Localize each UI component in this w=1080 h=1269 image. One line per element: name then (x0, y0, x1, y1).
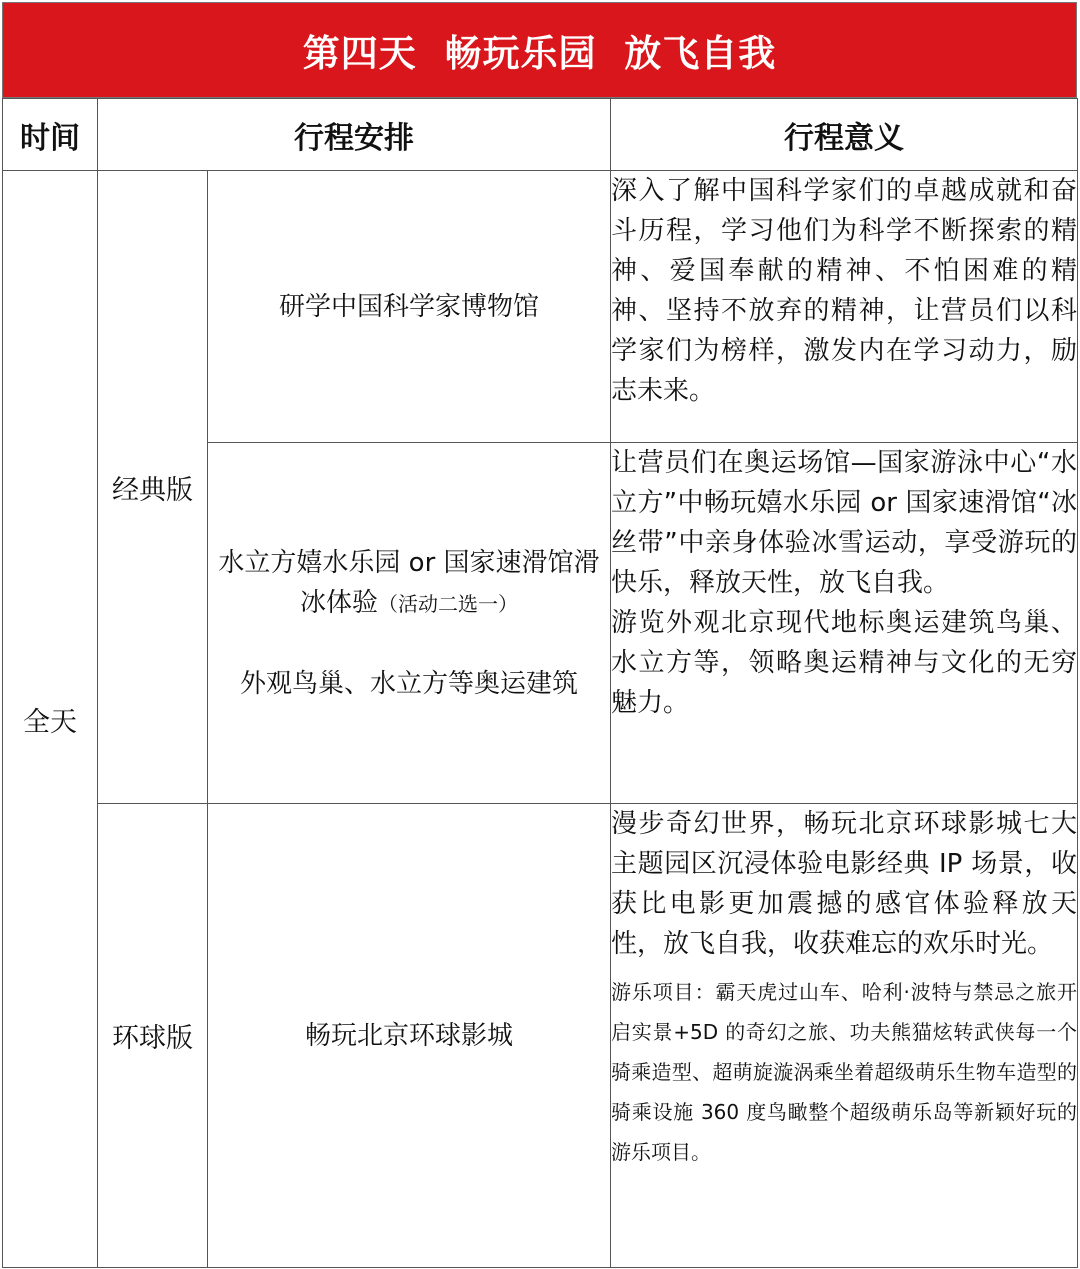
meaning-water-cube-1: 让营员们在奥运场馆—国家游泳中心“水立方”中畅玩嬉水乐园 or 国家速滑馆“冰丝带”中亲身体验冰雪运动，享受游玩的快乐，释放天性，放飞自我。 (611, 448, 1077, 598)
activity-water-cube-main (208, 543, 610, 624)
meaning-museum: 深入了解中国科学家们的卓越成就和奋斗历程，学习他们为科学不断探索的精神、爱国奉献的精神、不怕困难的精神、坚持不放弃的精神，让营员们以科学家们为榜样，激发内在学习动力，励志未来。 (611, 171, 1078, 443)
day-title: 第四天 畅玩乐园 放飞自我 (302, 32, 777, 75)
meaning-universal-text: 漫步奇幻世界，畅玩北京环球影城七大主题园区沉浸体验电影经典 IP 场景，收获比电影更加震撼的感官体验释放天性，放飞自我，收获难忘的欢乐时光。 (611, 809, 1077, 959)
header-meaning: 行程意义 (611, 99, 1078, 171)
header-time: 时间 (3, 99, 98, 171)
activity-olympic-buildings: 外观鸟巢、水立方等奥运建筑 (239, 668, 578, 699)
spacer (208, 624, 610, 664)
header-schedule: 行程安排 (98, 99, 611, 171)
time-cell: 全天 (3, 171, 98, 1268)
activity-museum: 研学中国科学家博物馆 (208, 171, 611, 443)
activity-main-text: 水立方嬉水乐园 or 国家速滑馆滑冰体验 (218, 547, 600, 618)
activity-water-cube (208, 443, 611, 804)
meaning-universal (611, 804, 1078, 1268)
activity-note: （活动二选一） (378, 591, 518, 616)
version-classic: 经典版 (98, 171, 208, 804)
universal-projects: 游乐项目：霸天虎过山车、哈利·波特与禁忌之旅开启实景+5D 的奇幻之旅、功夫熊猫炫转武侠每一个骑乘造型、超萌旋漩涡乘坐着超级萌乐生物车造型的骑乘设施 360 度鸟瞰整个超级萌乐岛等新颖好玩的游乐项目。 (611, 980, 1077, 1164)
meaning-water-cube-2: 游览外观北京现代地标奥运建筑鸟巢、水立方等，领略奥运精神与文化的无穷魅力。 (611, 608, 1077, 718)
header-row (3, 99, 1078, 171)
version-universal: 环球版 (98, 804, 208, 1268)
itinerary-table (2, 98, 1078, 1268)
table-row (3, 804, 1078, 1268)
meaning-water-cube (611, 443, 1078, 804)
table-row (3, 171, 1078, 443)
day-title-banner (2, 2, 1077, 98)
activity-universal: 畅玩北京环球影城 (208, 804, 611, 1268)
